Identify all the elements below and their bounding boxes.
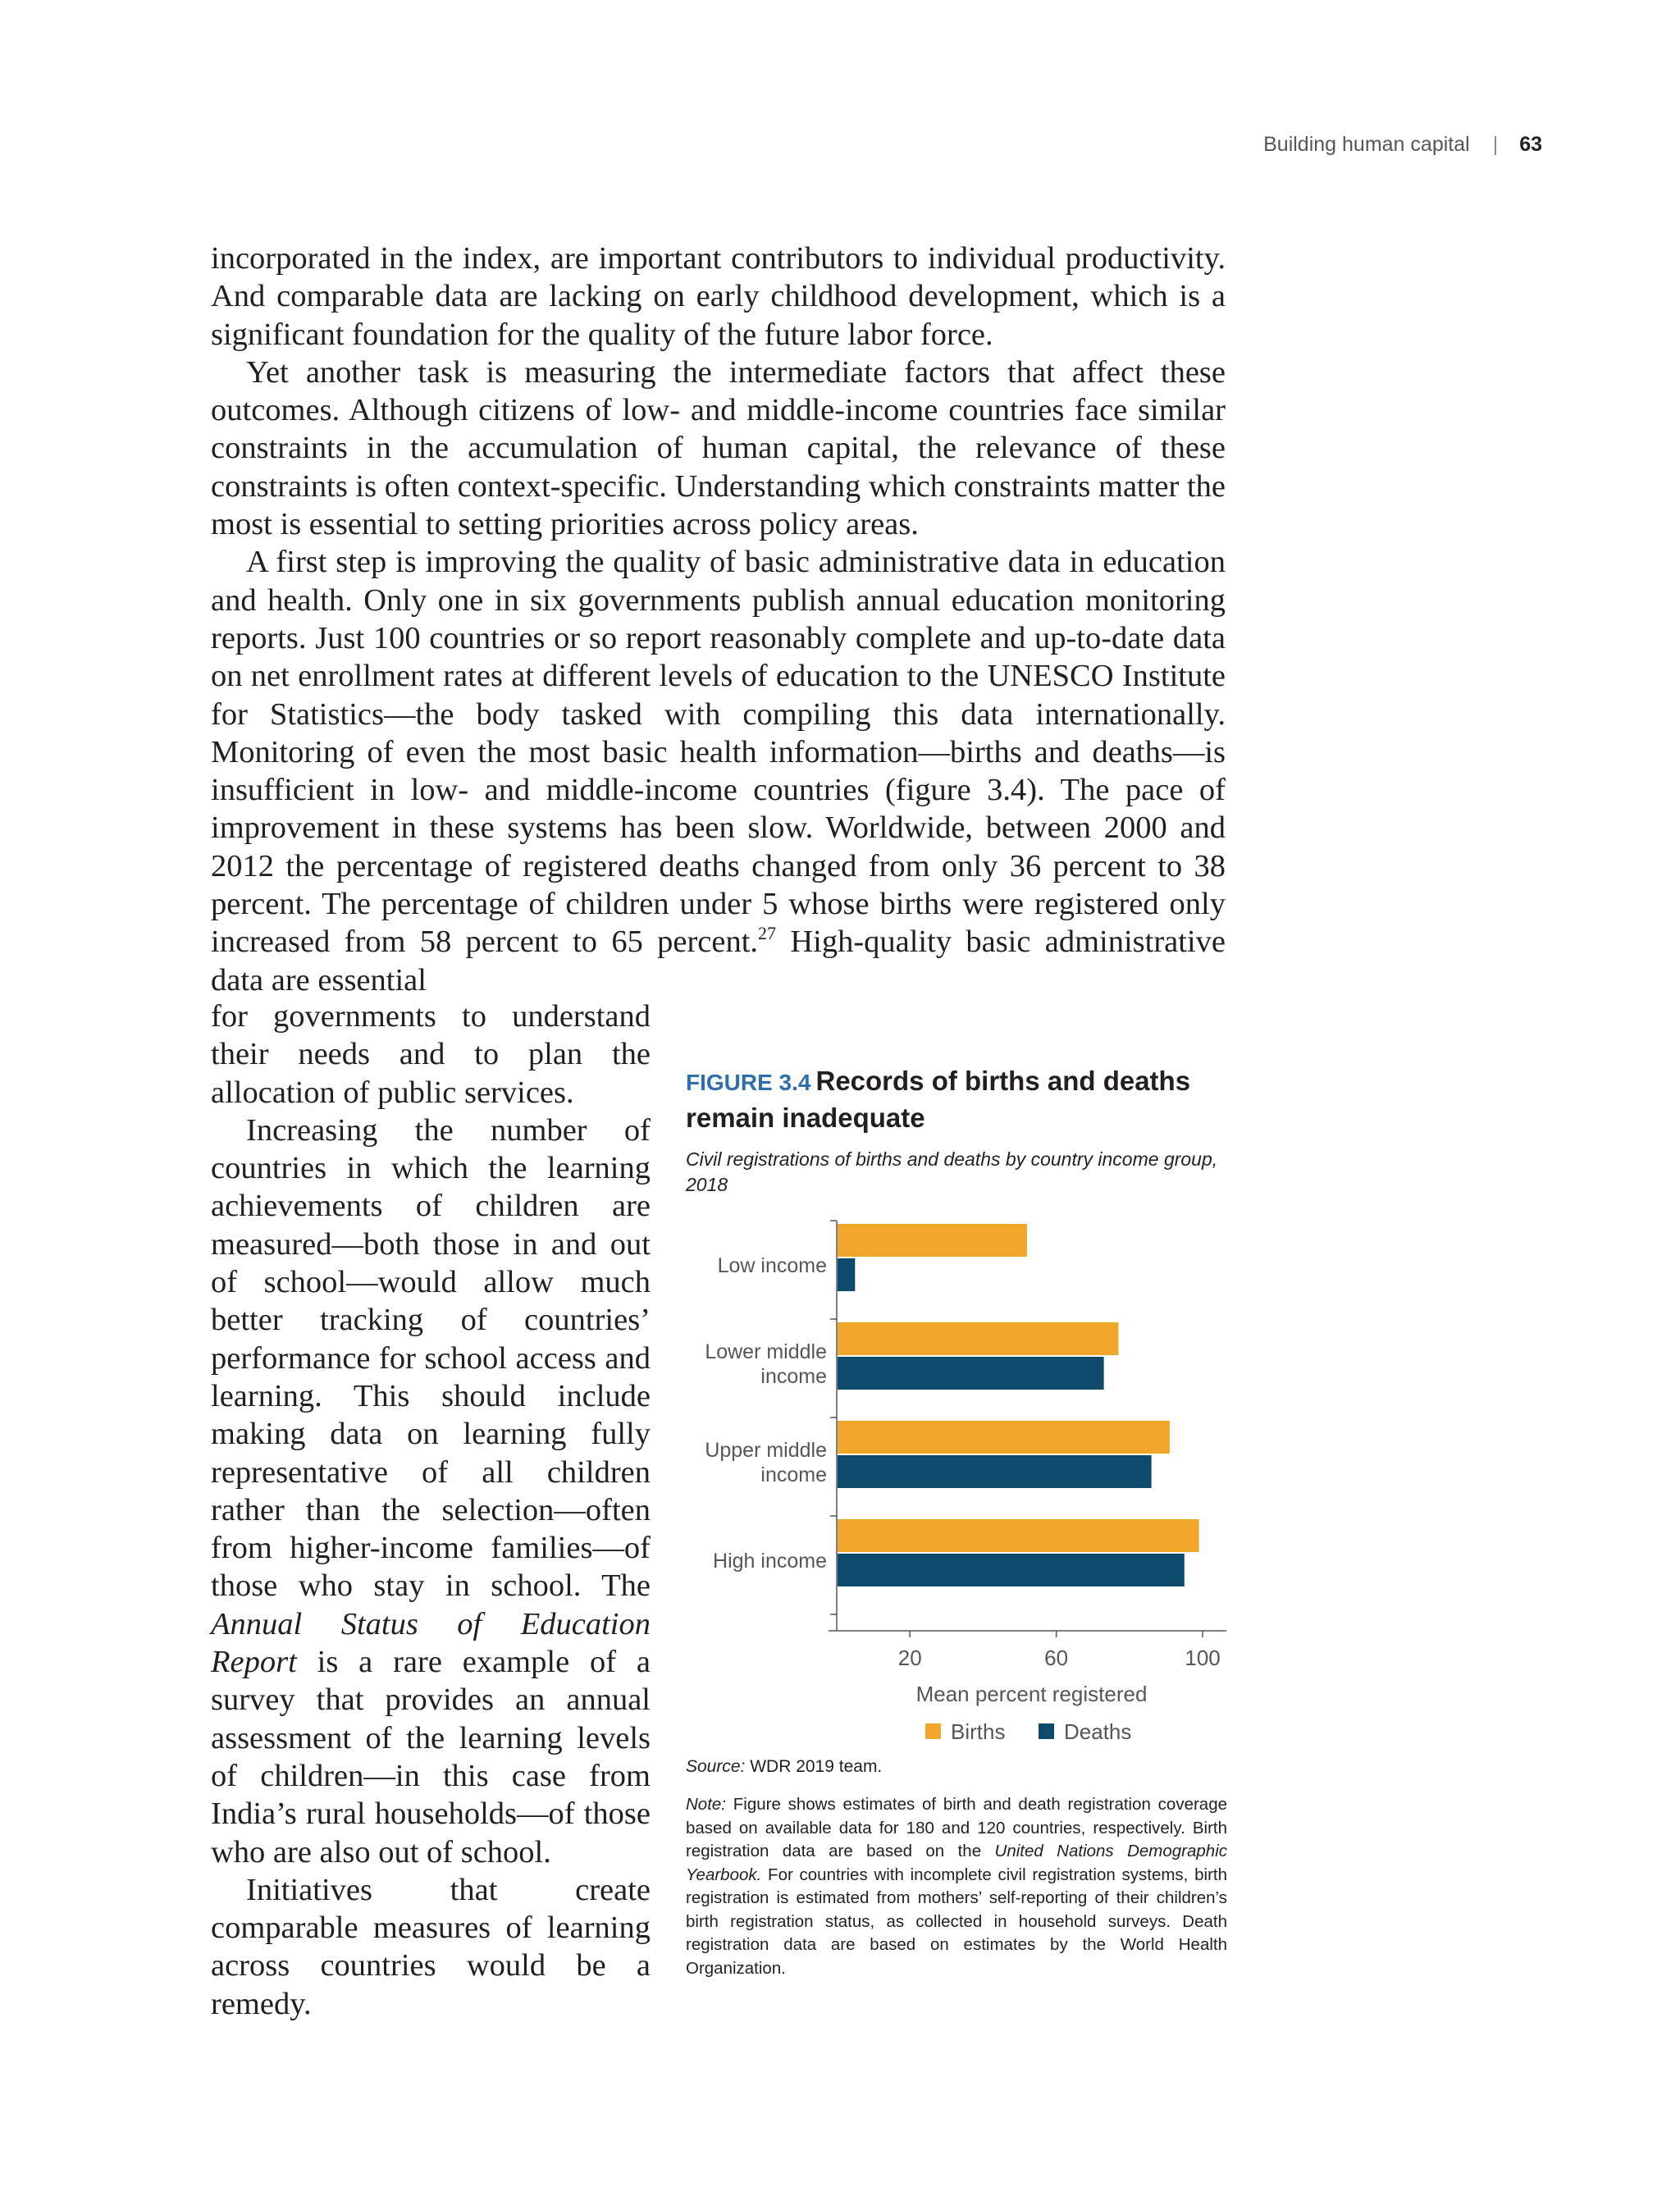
paragraph-3-text: A first step is improving the quality of basic administrative data in education and health. Only one in six governments publish annual education monitoring reports. Just 100 countries or so report reasonably complete and up-to-date data on net enrollment rates at different levels of education to the UNESCO Institute for Statistics—the body tasked with compiling this data internationally. Monitoring of even the most basic health information—births and deaths—is insufficient in low- and middle-income countries (figure 3.4). The pace of improvement in these systems has been slow. Worldwide, between 2000 and 2012 the percentage of registered deaths changed from only 36 percent to 38 percent. The percentage of children under 5 whose births were registered only increased from 58 percent to 65 percent. (211, 545, 1226, 960)
paragraph-3-continued: for governments to understand their needs and to plan the allocation of public services. (211, 999, 651, 1110)
category-label: Lower middle (705, 1340, 827, 1363)
note-italic: United Nations Demographic Yearbook. (686, 1842, 1228, 1884)
bar-births-3 (838, 1519, 1199, 1552)
bar-births-1 (838, 1322, 1118, 1355)
body-text-left-column (211, 998, 651, 2023)
bar-births-0 (838, 1224, 1027, 1257)
x-tick-label: 60 (1044, 1646, 1069, 1670)
paragraph-3 (211, 543, 1226, 999)
category-label: Upper middle (705, 1439, 827, 1462)
bar-deaths-1 (838, 1357, 1104, 1390)
footnote-ref: 27 (758, 923, 777, 944)
paragraph-1: incorporated in the index, are important contributors to individual productivity. And comparable data are lacking on early childhood development, which is a significant foundation for the quality of the future labor force. (211, 241, 1226, 352)
legend-swatch-deaths (1039, 1723, 1054, 1739)
note-text-b: For countries with incomplete civil registration systems, birth registration is estimated from mothers’ self-reporting of their children’s birth registration status, as collected in household surveys. Death registration data are based on estimates by the World Health Organization. (686, 1865, 1227, 1978)
category-label: High income (713, 1550, 827, 1573)
paragraph-4-text-a: Increasing the number of countries in which the learning achievements of children are measured—both those in and out of school—would allow much better tracking of countries’ performance for school access and learning. This should include making data on learning fully representative of all children rather than the selection—often from higher-income families—of those who stay in school. The (211, 1112, 651, 1604)
bar-deaths-2 (838, 1455, 1152, 1488)
running-header (0, 133, 1542, 157)
legend-label-births: Births (951, 1719, 1006, 1744)
page-number: 63 (1519, 133, 1542, 156)
category-label: income (760, 1365, 827, 1388)
x-axis-title: Mean percent registered (915, 1682, 1148, 1706)
category-label: income (760, 1463, 827, 1486)
paragraph-4-text-b: is a rare example of a survey that provides an annual assessment of the learning levels of children—in this case from India’s rural households—of those who are also out of school. (211, 1645, 651, 1869)
paragraph-4 (211, 1112, 651, 1871)
bar-chart (681, 1206, 1239, 1747)
figure-label: FIGURE 3.4 (686, 1070, 811, 1095)
figure-header (686, 1063, 1227, 1198)
figure-title-block (686, 1063, 1227, 1135)
category-label: Low income (717, 1254, 827, 1277)
note-text-a: Figure shows estimates of birth and death registration coverage based on available data for 180 and 120 countries, respectively. Birth registration data are based on the (686, 1795, 1227, 1860)
figure-subtitle: Civil registrations of births and deaths by country income group, 2018 (686, 1148, 1218, 1195)
legend-swatch-births (925, 1723, 941, 1739)
source-text: WDR 2019 team. (745, 1757, 883, 1776)
x-tick-label: 100 (1185, 1646, 1221, 1670)
figure-note (686, 1793, 1227, 1980)
figure-title: Records of births and deaths remain inadequate (686, 1066, 1191, 1133)
paragraph-2: Yet another task is measuring the intermediate factors that affect these outcomes. Although citizens of low- and middle-income countries face similar constraints in the accumulation of human capital, the relevance of these constraints is often context-specific. Understanding which constraints matter the most is essential to setting priorities across policy areas. (211, 354, 1226, 542)
bar-deaths-3 (838, 1554, 1185, 1586)
x-tick-label: 20 (897, 1646, 922, 1670)
header-separator: | (1492, 133, 1499, 156)
bar-chart-svg (681, 1206, 1239, 1747)
running-title: Building human capital (1263, 133, 1470, 156)
figure-source (686, 1757, 1227, 1777)
report-title-italic: Annual Status of Education Report (211, 1606, 651, 1680)
paragraph-5: Initiatives that create comparable measures of learning across countries would be a remedy. (211, 1872, 651, 2021)
bar-deaths-0 (838, 1258, 855, 1291)
paragraph-3-tail: High-quality basic administrative data are essential (211, 924, 1226, 998)
legend-label-deaths: Deaths (1064, 1719, 1132, 1744)
body-text-full-width (211, 240, 1226, 999)
note-label: Note: (686, 1795, 726, 1814)
bar-births-2 (838, 1421, 1170, 1454)
source-label: Source: (686, 1757, 746, 1776)
